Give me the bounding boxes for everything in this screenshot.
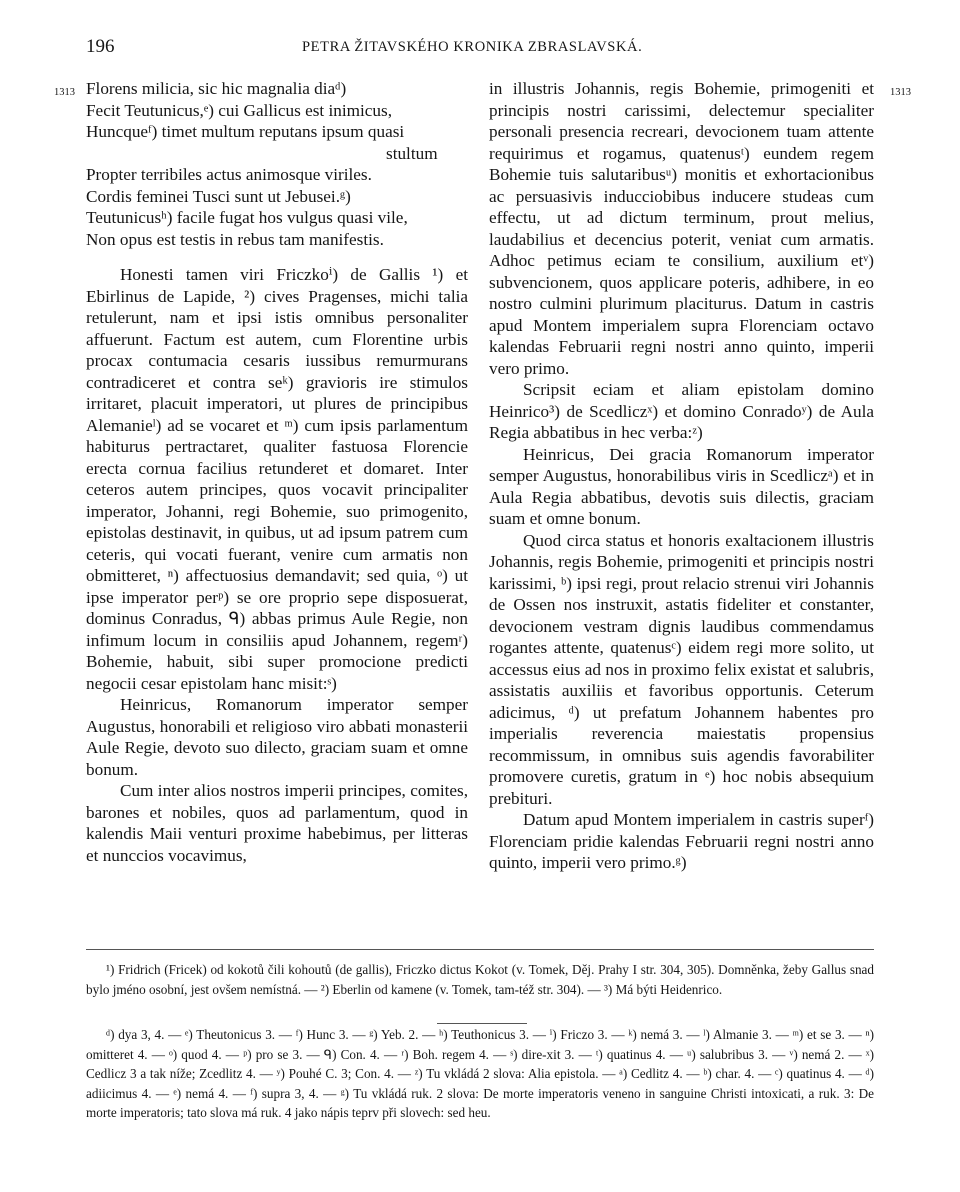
footnotes-numbered [86,960,874,999]
verse-line: Non opus est testis in rebus tam manifestis. [86,229,384,249]
footnote-divider [86,949,874,950]
margin-year-left: 1313 [54,87,75,98]
letter-body: Quod circa status et honoris exaltacionem illustris Johannis, regis Bohemie, primogeniti et principis nostri karissimi, ᵇ) ipsi regi, prout relacio strenui viri Johannis de Ossen nos instruxit, astatis fideliter et constanter, devocionem vestram dignis laudibus commendamus rogantes attente, quatenusᶜ) eidem regi more solito, ut accessus eius ad nos in proximo felix existat et salubris, assistatis auxiliis et favoribus opportunis. Ceterum adicimus, ᵈ) ut prefatum Johannem habentes pro imperialis reverencia maiestatis propensius recommissum, in omnibus suis agendis favorabiliter promovere curetis, gratum in ᵉ) hoc nobis absequium prebituri. [489,530,874,808]
footnote-separator [437,1023,527,1024]
right-column [489,78,874,874]
verse-line: Cordis feminei Tusci sunt ut Jebusei.ᵍ) [86,186,351,206]
body-paragraph: Honesti tamen viri Friczkoⁱ) de Gallis ¹) et Ebirlinus de Lapide, ²) cives Pragenses, michi talia retulerunt, nam et ipsi istis omnibus personaliter affuerunt. Factum est autem, cum Florentine urbis procax contumacia cesaris iussibus remurmurans contradiceret et contra seᵏ) gravioris ire stimulos irritaret, placuit imperatori, ut plures de principibus Alemanieˡ) ad se vocaret et ᵐ) cum ipsis parlamentum habiturus pertractaret, qualiter fastuosa Florencie erecta cornua facilius retunderet et domaret. Inter ceteros autem principes, quos vocavit principaliter imperator, Johanni, regi Bohemie, suo primogenito, epistolas destinavit, in quibus, ut ad ipsum patrem cum ceteris, qui vocati fuerant, venire cum armatis non obmitteret, ⁿ) affectuosius demandavit; sed quia, ᵒ) ut ipse imperator perᵖ) se ore proprio sepe disposuerat, dominus Conradus, ᑫ) abbas primus Aule Regie, non infimum locum in consiliis apud Johannem, regemʳ) Bohemie, habuit, sibi super promocione predicti negocii cesar epistolam hanc misit:ˢ) [86,265,468,693]
verse-block [86,78,468,250]
margin-year-right: 1313 [890,87,911,98]
letter-dating: Datum apud Montem imperialem in castris superᶠ) Florenciam pridie kalendas Februarii regni nostri anno quinto, imperii vero primo.ᵍ) [489,810,874,872]
letter-continuation: in illustris Johannis, regis Bohemie, primogeniti et principis nostri carissimi, delectemur specialiter personali presencia recreari, devocionem tuam attente requirimus et rogamus, quatenusᵗ) eundem regem Bohemie tuis salutaribusᵘ) monitis et exhortacionibus ac persuasivis inducciobibus inducere studeas cum effectu, ut ad dictum terminum, prout melius, laudabilius et decencius poterit, veniat cum armatis. Adhoc petimus eciam te consilium, auxilium etᵛ) subvencionem, quos applicare poteris, adhibere, in eo nostro culmini plurimum placiturus. Datum in castris apud Montem imperialem supra Florenciam octavo kalendas Februarii regni nostri anno quinto, imperii vero primo. [489,79,874,378]
letter-salutation: Heinricus, Dei gracia Romanorum imperator semper Augustus, honorabilibus viris in Scedliczᵃ) et in Aula Regia abbatibus, devotis suis dilectis, graciam suam et omne bonum. [489,444,874,528]
verse-line: Florens milicia, sic hic magnalia diaᵈ) [86,79,347,98]
footnotes-variants [86,1025,874,1123]
letter-salutation: Heinricus, Romanorum imperator semper Augustus, honorabili et religioso viro abbati monasterii Aule Regie, devoto suo dilecto, graciam suam et omne bonum. [86,695,468,779]
verse-line: Propter terribiles actus animosque viriles. [86,165,372,184]
letter-body: Cum inter alios nostros imperii principes, comites, barones et nobiles, quos ad parlamentum, quod in kalendis Maii venturi proxime habebimus, per litteras et nunccios vocavimus, [86,781,468,865]
verse-line-continuation: stultum [386,143,438,163]
left-column [86,78,468,866]
page-number: 196 [86,36,115,57]
footnote-text: ¹) Fridrich (Fricek) od kokotů čili kohoutů (de gallis), Friczko dictus Kokot (v. Tomek, Děj. Prahy I str. 304, 305). Domněnka, žeby Gallus snad bylo jméno osobní, jest ovšem nemístná. — ²) Eberlin od kamene (v. Tomek, tam-též str. 304). — ³) Má býti Heidenrico. [86,962,874,997]
verse-line: Huncqueᶠ) timet multum reputans ipsum quasi [86,122,405,141]
body-paragraph: Scripsit eciam et aliam epistolam domino Heinrico³) de Scedliczˣ) et domino Conradoʸ) de Aula Regia abbatibus in hec verba:ᶻ) [489,380,874,442]
running-title: PETRA ŽITAVSKÉHO KRONIKA ZBRASLAVSKÁ. [302,39,643,55]
variant-readings: ᵈ) dya 3, 4. — ᵉ) Theutonicus 3. — ᶠ) Hunc 3. — ᵍ) Yeb. 2. — ʰ) Teuthonicus 3. — ⁱ) Friczo 3. — ᵏ) nemá 3. — ˡ) Almanie 3. — ᵐ) et se 3. — ⁿ) omitteret 4. — ᵒ) quod 4. — ᵖ) pro se 3. — ᑫ) Con. 4. — ʳ) Boh. regem 4. — ˢ) dire-xit 3. — ᵗ) quatinus 4. — ᵘ) salubribus 3. — ᵛ) nemá 2. — ˣ) Cedlicz 3 a tak níže; Zcedlitz 4. — ʸ) Pouhé C. 3; Con. 4. — ᶻ) Tu vkládá 2 slova: Alia epistola. — ᵃ) Cedlitz 4. — ᵇ) char. 4. — ᶜ) quatinus 4. — ᵈ) adiicimus 4. — ᵉ) nemá 4. — ᶠ) supra 3, 4. — ᵍ) Tu vkládá ruk. 2 slova: De morte imperatoris veneno in sanguine Christi intoxicati, a ruk. 3: De morte imperatoris; tato slova má ruk. 4 jako nápis teprv při slovech: sed heu. [86,1027,874,1120]
verse-line: Teutunicusʰ) facile fugat hos vulgus quasi vile, [86,208,408,227]
verse-line: Fecit Teutunicus,ᵉ) cui Gallicus est inimicus, [86,100,393,120]
